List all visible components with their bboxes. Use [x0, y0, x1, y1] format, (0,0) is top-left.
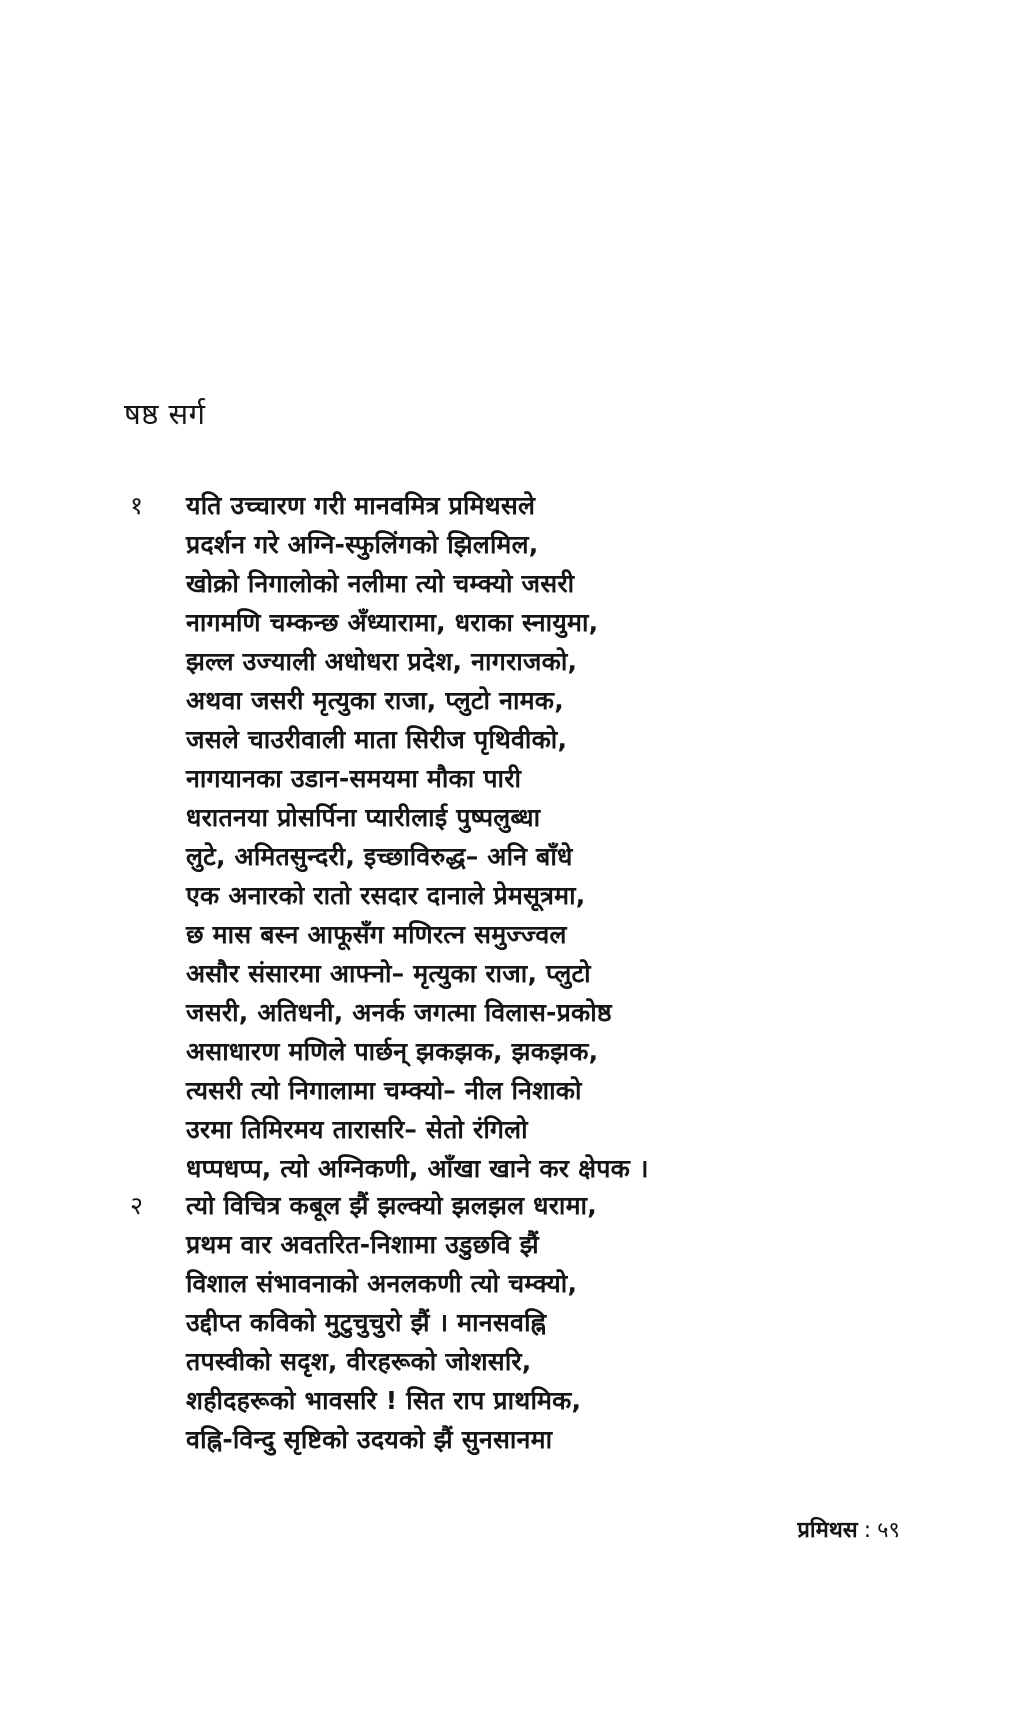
verse-line: खोक्रो निगालोको नलीमा त्यो चम्क्यो जसरी: [186, 569, 575, 598]
verse-line: त्यो विचित्र कबूल झैं झल्क्यो झलझल धरामा,: [186, 1191, 597, 1220]
verse-line: धप्पधप्प, त्यो अग्निकणी, आँखा खाने कर क्षेपक ।: [186, 1154, 649, 1183]
verse-line: यति उच्चारण गरी मानवमित्र प्रमिथसले: [186, 491, 536, 520]
verse-line: अथवा जसरी मृत्युका राजा, प्लुटो नामक,: [186, 686, 564, 715]
verse-line: उरमा तिमिरमय तारासरि– सेतो रंगिलो: [186, 1115, 528, 1144]
stanza-lines: [186, 1186, 706, 1459]
verse-line: धरातनया प्रोसर्पिना प्यारीलाई पुष्पलुब्धा: [186, 803, 541, 832]
verse-line: प्रथम वार अवतरित-निशामा उडुछवि झैं: [186, 1230, 539, 1259]
verse-line: तपस्वीको सदृश, वीरहरूको जोशसरि,: [186, 1347, 532, 1376]
verse-line: विशाल संभावनाको अनलकणी त्यो चम्क्यो,: [186, 1269, 578, 1298]
verse-line: एक अनारको रातो रसदार दानाले प्रेमसूत्रमा,: [186, 881, 586, 910]
verse-line: उद्दीप्त कविको मुटुचुचुरो झैं । मानसवह्नि: [186, 1308, 547, 1337]
verse-line: त्यसरी त्यो निगालामा चम्क्यो– नील निशाको: [186, 1076, 582, 1105]
verse-line: छ मास बस्न आफूसँग मणिरत्न समुज्ज्वल: [186, 920, 567, 949]
verse-line: लुटे, अमितसुन्दरी, इच्छाविरुद्ध– अनि बाँधे: [186, 842, 573, 871]
verse-line: जसले चाउरीवाली माता सिरीज पृथिवीको,: [186, 725, 568, 754]
footer-separator: :: [863, 1518, 872, 1543]
verse-line: शहीदहरूको भावसरि ! सित राप प्राथमिक,: [186, 1386, 582, 1415]
page-number: ५९: [877, 1518, 900, 1543]
verse-line: असाधारण मणिले पार्छन् झकझक, झकझक,: [186, 1037, 599, 1066]
verse-line: झल्ल उज्याली अधोधरा प्रदेश, नागराजको,: [186, 647, 578, 676]
verse-line: नागमणि चम्कन्छ अँध्यारामा, धराका स्नायुमा,: [186, 608, 599, 637]
verse-line: जसरी, अतिधनी, अनर्क जगत्मा विलास-प्रकोष्ठ: [186, 998, 612, 1027]
running-title: प्रमिथस: [797, 1518, 858, 1543]
canto-title: षष्ठ सर्ग: [124, 397, 206, 431]
verse-line: प्रदर्शन गरे अग्नि-स्फुलिंगको झिलमिल,: [186, 530, 539, 559]
stanza-number: २: [130, 1191, 144, 1220]
verse-line: असौर संसारमा आफ्नो– मृत्युका राजा, प्लुटो: [186, 959, 591, 988]
verse-line: वह्नि-विन्दु सृष्टिको उदयको झैं सुनसानमा: [186, 1425, 553, 1454]
page-footer: [797, 1516, 900, 1546]
stanza-number: १: [130, 491, 144, 520]
stanza-lines: [186, 486, 706, 1188]
verse-line: नागयानका उडान-समयमा मौका पारी: [186, 764, 522, 793]
